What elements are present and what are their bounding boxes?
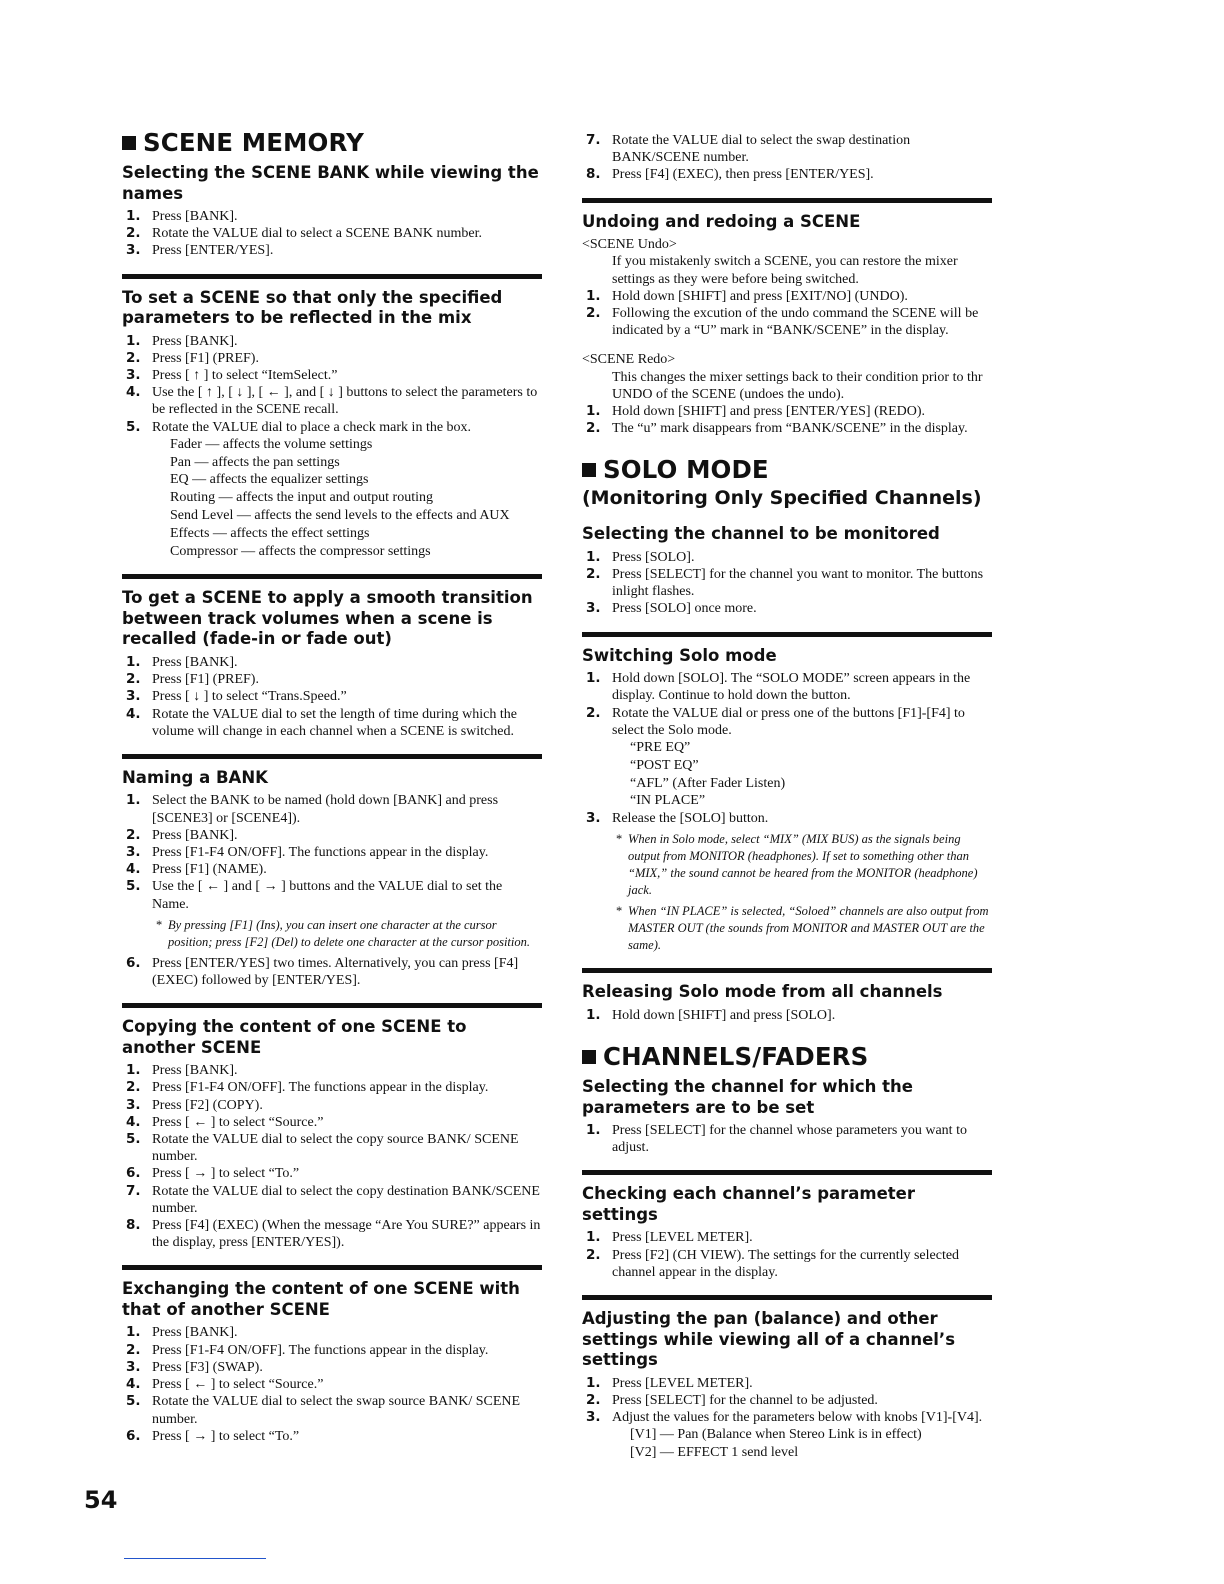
step: 1. Press [BANK]. bbox=[126, 1062, 238, 1079]
scene-undo-description: If you mistakenly switch a SCENE, you can restore the mixer settings as they were before being switched. bbox=[612, 254, 958, 287]
param-item: Routing — affects the input and output routing bbox=[170, 490, 433, 506]
steps-adjust-pan bbox=[582, 1375, 992, 1427]
param-item: Effects — affects the effect settings bbox=[170, 525, 370, 541]
steps-check-channel-params bbox=[582, 1229, 992, 1281]
knob-param-item: [V2] — EFFECT 1 send level bbox=[630, 1444, 799, 1460]
steps-specified-params bbox=[122, 333, 542, 436]
heading-smooth-transition: To get a SCENE to apply a smooth transition between track volumes when a scene is recalled (fade-in or fade out) bbox=[122, 588, 533, 649]
heading-specified-params: To set a SCENE so that only the specified parameters to be reflected in the mix bbox=[122, 287, 503, 328]
square-bullet-icon bbox=[582, 1050, 596, 1064]
step: 2. Press [SELECT] for the channel you want to monitor. The buttons inlight flashes. bbox=[586, 566, 984, 600]
step: 4. Use the [ ↑ ], [ ↓ ], [ ← ], and [ ↓ ] buttons to select the parameters to be reflected in the SCENE recall. bbox=[126, 384, 538, 418]
step: 1. Press [SELECT] for the channel whose parameters you want to adjust. bbox=[586, 1122, 967, 1156]
heading-check-channel-params: Checking each channel’s parameter settings bbox=[582, 1184, 916, 1224]
scene-redo-label: <SCENE Redo> bbox=[582, 352, 676, 368]
step: 1. Hold down [SHIFT] and press [SOLO]. bbox=[586, 1006, 836, 1023]
param-item: Pan — affects the pan settings bbox=[170, 454, 340, 470]
param-item: Fader — affects the volume settings bbox=[170, 436, 373, 452]
right-column bbox=[582, 132, 992, 1462]
steps-naming-bank bbox=[122, 792, 542, 912]
step: 8. Press [F4] (EXEC) (When the message “Are You SURE?” appears in the display, press [ENTER/YES]). bbox=[126, 1217, 541, 1251]
section-divider bbox=[122, 1003, 542, 1008]
step: 1. Press [LEVEL METER]. bbox=[586, 1374, 753, 1391]
heading-swap-scene: Exchanging the content of one SCENE with that of another SCENE bbox=[122, 1279, 520, 1319]
section-divider bbox=[122, 754, 542, 759]
heading-naming-bank: Naming a BANK bbox=[122, 767, 268, 787]
section-divider bbox=[122, 1265, 542, 1270]
square-bullet-icon bbox=[582, 463, 596, 477]
section-title-channels-faders: CHANNELS/FADERS bbox=[582, 1042, 992, 1071]
left-column bbox=[122, 128, 542, 1445]
step: 2. The “u” mark disappears from “BANK/SCENE” in the display. bbox=[586, 420, 968, 437]
heading-undo-redo: Undoing and redoing a SCENE bbox=[582, 211, 861, 231]
step: 1. Press [SOLO]. bbox=[586, 548, 695, 565]
step: 1. Hold down [SHIFT] and press [ENTER/YES] (REDO). bbox=[586, 402, 926, 419]
asterisk-icon: * bbox=[616, 904, 623, 919]
step: 1. Press [BANK]. bbox=[126, 653, 238, 670]
heading-select-channel-params: Selecting the channel for which the parameters are to be set bbox=[582, 1077, 913, 1117]
note: * When in Solo mode, select “MIX” (MIX BUS) as the signals being output from MONITOR (headphones). If set to something other than “MIX,” the sound cannot be heared from the MONITOR (headphone) jack. bbox=[616, 832, 978, 898]
step: 2. Press [BANK]. bbox=[126, 826, 238, 843]
step: 1. Hold down [SHIFT] and press [EXIT/NO] (UNDO). bbox=[586, 287, 908, 304]
scene-undo-label: <SCENE Undo> bbox=[582, 237, 677, 253]
steps-swap-scene bbox=[122, 1324, 542, 1444]
steps-select-channel-params bbox=[582, 1122, 992, 1156]
step: 2. Press [F1] (PREF). bbox=[126, 349, 259, 366]
steps-naming-bank-cont bbox=[122, 955, 542, 989]
steps-redo bbox=[582, 403, 992, 437]
steps-swap-scene-cont bbox=[582, 132, 992, 184]
step: 3. Press [F1-F4 ON/OFF]. The functions appear in the display. bbox=[126, 844, 489, 861]
heading-copy-scene: Copying the content of one SCENE to another SCENE bbox=[122, 1017, 467, 1057]
section-title-scene-memory: SCENE MEMORY bbox=[122, 128, 542, 157]
step: 4. Press [ ← ] to select “Source.” bbox=[126, 1376, 324, 1393]
steps-switch-solo-mode-cont bbox=[582, 810, 992, 827]
asterisk-icon: * bbox=[156, 917, 163, 932]
step: 3. Adjust the values for the parameters below with knobs [V1]-[V4]. bbox=[586, 1408, 983, 1425]
section-divider bbox=[582, 1170, 992, 1175]
steps-undo bbox=[582, 288, 992, 340]
page-number: 54 bbox=[84, 1486, 118, 1514]
step: 1. Select the BANK to be named (hold down [BANK] and press [SCENE3] or [SCENE4]). bbox=[126, 792, 499, 826]
steps-select-monitor-channel bbox=[582, 549, 992, 618]
section-divider bbox=[122, 274, 542, 279]
footer-line bbox=[124, 1558, 266, 1559]
section-divider bbox=[582, 1295, 992, 1300]
step: 7. Rotate the VALUE dial to select the swap destination BANK/SCENE number. bbox=[586, 132, 911, 166]
knob-param-item: [V1] — Pan (Balance when Stereo Link is in effect) bbox=[630, 1427, 922, 1443]
step: 3. Press [F3] (SWAP). bbox=[126, 1358, 263, 1375]
step: 2. Press [F1] (PREF). bbox=[126, 671, 259, 688]
step: 3. Press [F2] (COPY). bbox=[126, 1096, 263, 1113]
heading-select-scene-bank: Selecting the SCENE BANK while viewing the names bbox=[122, 163, 539, 203]
step: 4. Rotate the VALUE dial to set the length of time during which the volume will change in each channel when a SCENE is switched. bbox=[126, 705, 517, 739]
step: 2. Rotate the VALUE dial or press one of the buttons [F1]-[F4] to select the Solo mode. bbox=[586, 704, 965, 738]
solo-mode-option: “IN PLACE” bbox=[630, 793, 706, 809]
step: 2. Press [SELECT] for the channel to be adjusted. bbox=[586, 1391, 878, 1408]
step: 5. Rotate the VALUE dial to place a check mark in the box. bbox=[126, 418, 472, 435]
step: 1. Press [BANK]. bbox=[126, 1324, 238, 1341]
section-divider bbox=[122, 574, 542, 579]
section-divider bbox=[582, 968, 992, 973]
solo-mode-option: “PRE EQ” bbox=[630, 739, 691, 755]
step: 6. Press [ → ] to select “To.” bbox=[126, 1427, 300, 1444]
step: 2. Press [F2] (CH VIEW). The settings for the currently selected channel appear in the display. bbox=[586, 1246, 960, 1280]
section-title-solo-mode: SOLO MODE bbox=[582, 455, 992, 484]
step: 6. Press [ → ] to select “To.” bbox=[126, 1165, 300, 1182]
step: 3. Press [ ↑ ] to select “ItemSelect.” bbox=[126, 367, 338, 384]
steps-smooth-transition bbox=[122, 654, 542, 740]
heading-adjust-pan: Adjusting the pan (balance) and other settings while viewing all of a channel’s settings bbox=[582, 1309, 956, 1370]
step: 1. Press [BANK]. bbox=[126, 332, 238, 349]
step: 2. Following the excution of the undo command the SCENE will be indicated by a “U” mark in “BANK/SCENE” in the display. bbox=[586, 304, 979, 339]
solo-mode-option: “AFL” (After Fader Listen) bbox=[630, 775, 786, 791]
step: 3. Press [ENTER/YES]. bbox=[126, 242, 274, 259]
step: 2. Press [F1-F4 ON/OFF]. The functions appear in the display. bbox=[126, 1079, 489, 1096]
heading-release-solo: Releasing Solo mode from all channels bbox=[582, 982, 943, 1002]
note: * When “IN PLACE” is selected, “Soloed” channels are also output from MASTER OUT (the sounds from MONITOR and MASTER OUT are the same). bbox=[616, 904, 989, 953]
step: 4. Press [F1] (NAME). bbox=[126, 861, 267, 878]
heading-select-monitor-channel: Selecting the channel to be monitored bbox=[582, 524, 940, 544]
param-item: EQ — affects the equalizer settings bbox=[170, 472, 369, 488]
square-bullet-icon bbox=[122, 136, 136, 150]
steps-release-solo bbox=[582, 1007, 992, 1024]
scene-redo-description: This changes the mixer settings back to their condition prior to thr UNDO of the SCENE (undoes the undo). bbox=[612, 369, 983, 402]
step: 4. Press [ ← ] to select “Source.” bbox=[126, 1113, 324, 1130]
step: 3. Press [SOLO] once more. bbox=[586, 600, 757, 617]
heading-switch-solo-mode: Switching Solo mode bbox=[582, 645, 777, 665]
step: 8. Press [F4] (EXEC), then press [ENTER/YES]. bbox=[586, 166, 874, 183]
section-divider bbox=[582, 632, 992, 637]
step: 1. Press [LEVEL METER]. bbox=[586, 1229, 753, 1246]
step: 2. Rotate the VALUE dial to select a SCENE BANK number. bbox=[126, 225, 482, 242]
steps-select-scene-bank bbox=[122, 208, 542, 260]
asterisk-icon: * bbox=[616, 832, 623, 847]
steps-switch-solo-mode bbox=[582, 670, 992, 739]
section-divider bbox=[582, 198, 992, 203]
step: 3. Press [ ↓ ] to select “Trans.Speed.” bbox=[126, 688, 347, 705]
step: 1. Hold down [SOLO]. The “SOLO MODE” screen appears in the display. Continue to hold down the button. bbox=[586, 670, 971, 704]
step: 2. Press [F1-F4 ON/OFF]. The functions appear in the display. bbox=[126, 1341, 489, 1358]
param-item: Send Level — affects the send levels to the effects and AUX bbox=[170, 508, 510, 524]
step: 6. Press [ENTER/YES] two times. Alternatively, you can press [F4] (EXEC) followed by [ENTER/YES]. bbox=[126, 954, 519, 989]
step: 3. Release the [SOLO] button. bbox=[586, 810, 769, 827]
step: 5. Use the [ ← ] and [ → ] buttons and the VALUE dial to set the Name. bbox=[126, 878, 503, 912]
step: 5. Rotate the VALUE dial to select the swap source BANK/ SCENE number. bbox=[126, 1393, 521, 1427]
step: 7. Rotate the VALUE dial to select the copy destination BANK/SCENE number. bbox=[126, 1182, 540, 1216]
step: 5. Rotate the VALUE dial to select the copy source BANK/ SCENE number. bbox=[126, 1131, 519, 1165]
solo-mode-option: “POST EQ” bbox=[630, 757, 699, 773]
section-subtitle-solo-mode: (Monitoring Only Specified Channels) bbox=[582, 487, 982, 510]
steps-copy-scene bbox=[122, 1062, 542, 1251]
note: * By pressing [F1] (Ins), you can insert one character at the cursor position; press [F2] (Del) to delete one character at the cursor position. bbox=[156, 917, 530, 949]
step: 1. Press [BANK]. bbox=[126, 208, 238, 224]
param-item: Compressor — affects the compressor settings bbox=[170, 543, 431, 559]
